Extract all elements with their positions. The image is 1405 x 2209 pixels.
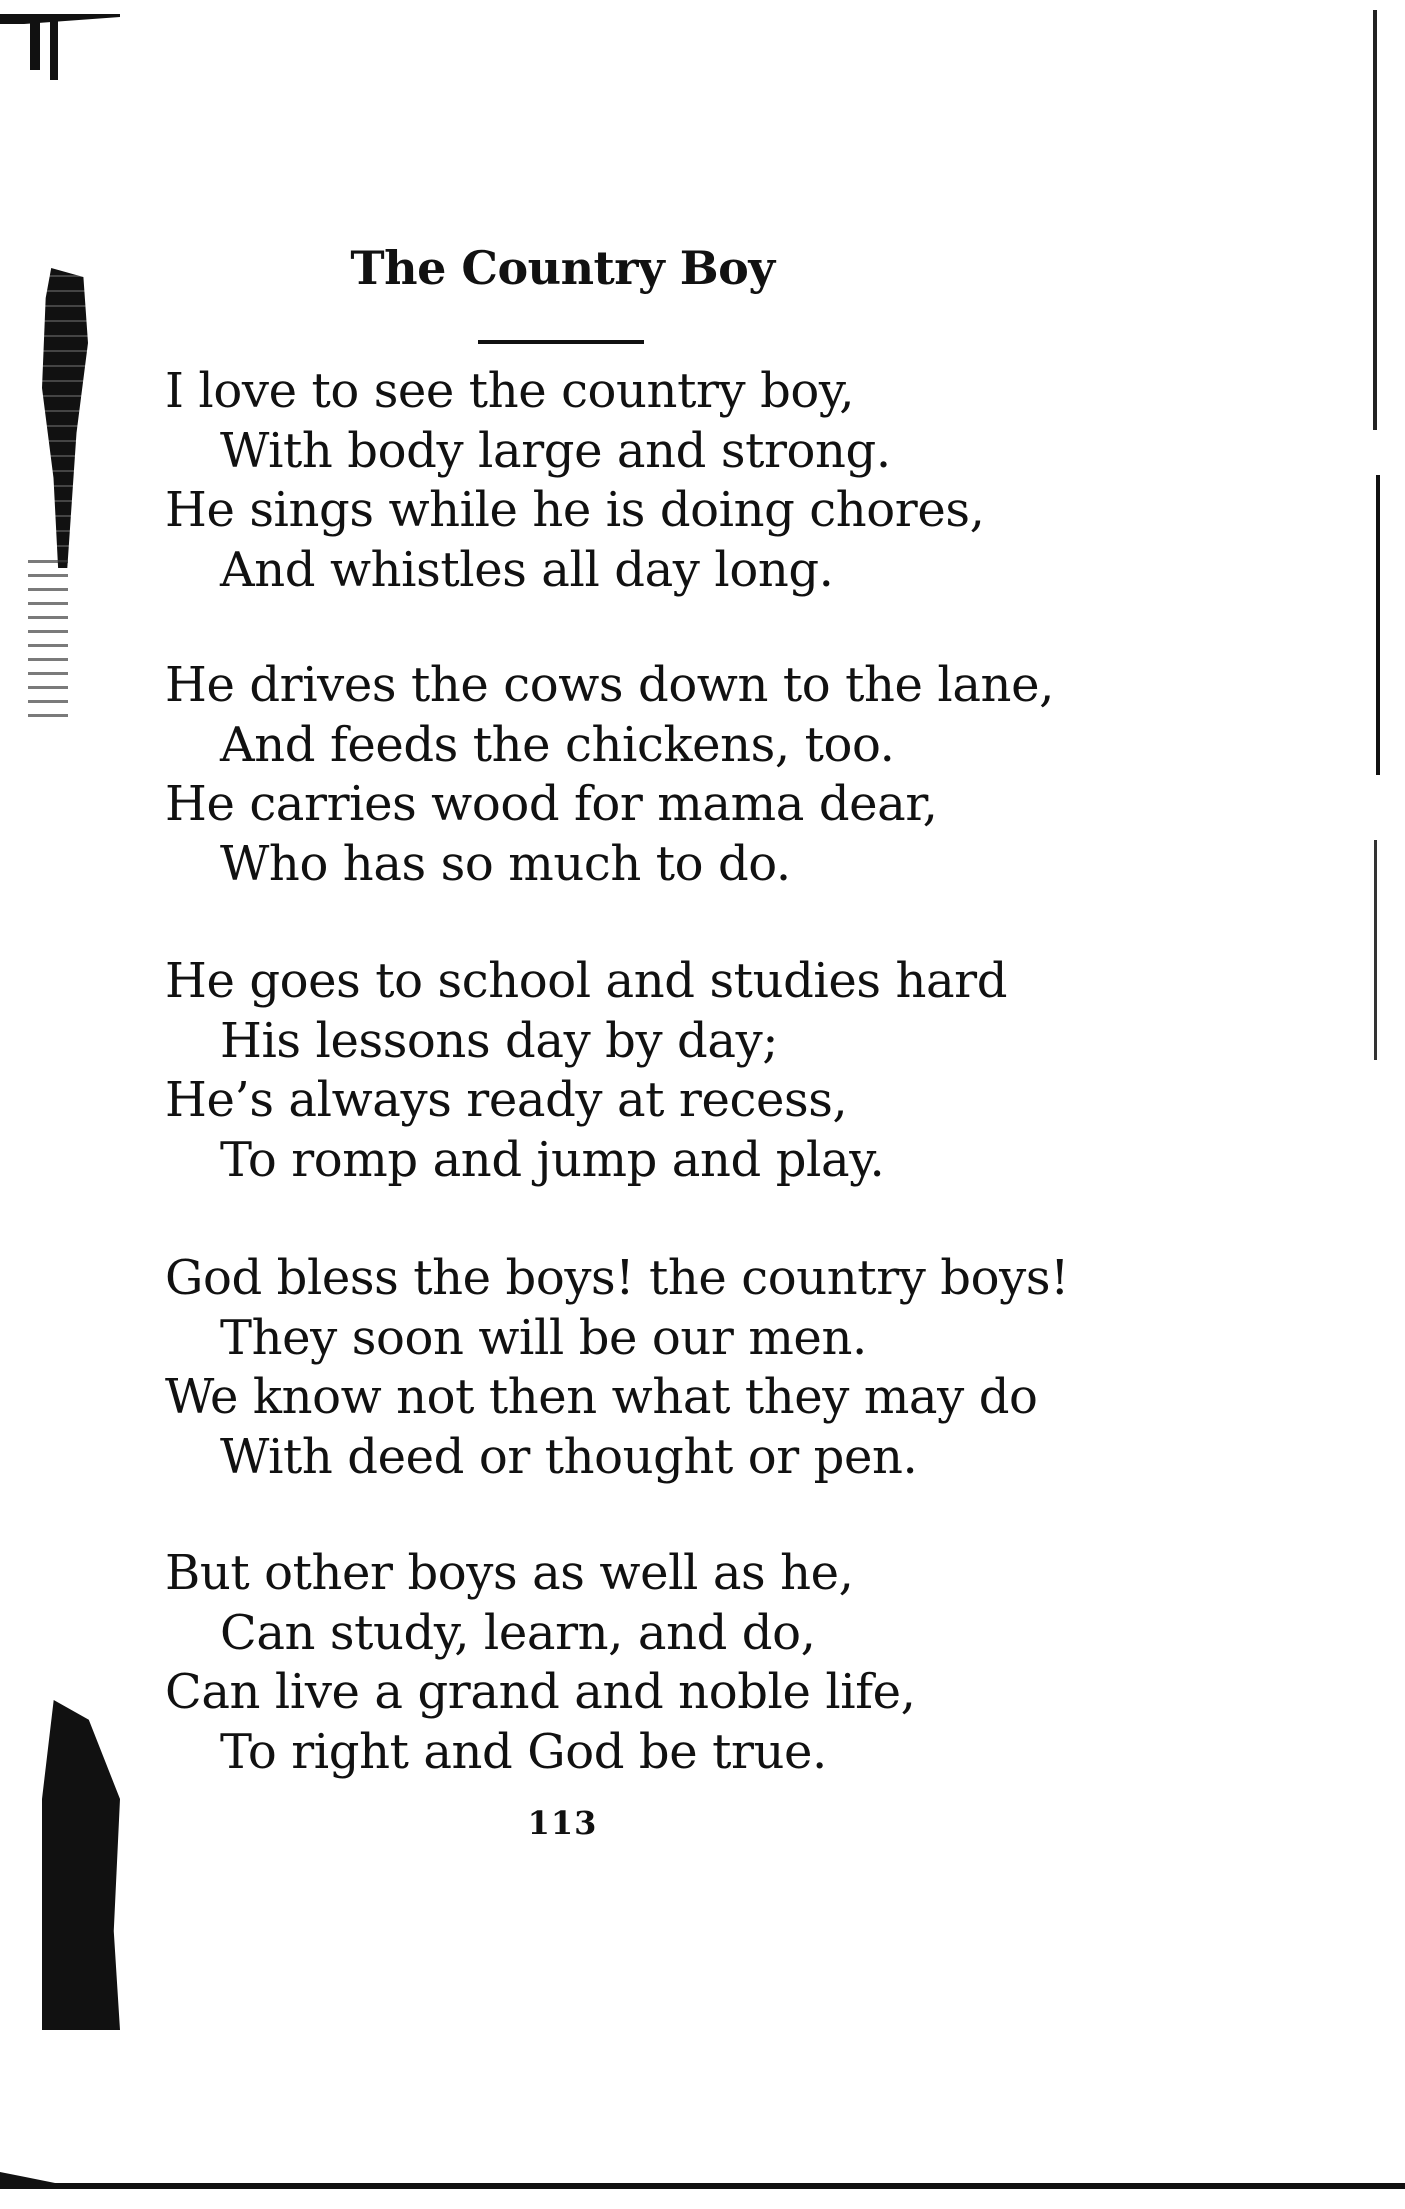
scan-right-edge-line (1374, 840, 1377, 1060)
poem-line: With deed or thought or pen. (220, 1428, 918, 1485)
poem-line: And feeds the chickens, too. (220, 716, 895, 773)
poem-line: They soon will be our men. (220, 1309, 867, 1366)
poem-line: His lessons day by day; (220, 1012, 779, 1069)
scan-binding-shadow-bottom (42, 1700, 120, 2030)
poem-line: We know not then what they may do (165, 1369, 1038, 1425)
poem-line: Who has so much to do. (220, 835, 791, 892)
poem-line: To romp and jump and play. (220, 1131, 885, 1188)
scan-right-edge-line (1376, 475, 1380, 775)
poem-line: With body large and strong. (220, 422, 891, 479)
poem-line: He sings while he is doing chores, (165, 482, 985, 538)
scan-corner-stub (30, 20, 40, 70)
poem-line: I love to see the country boy, (165, 363, 855, 419)
poem-line: God bless the boys! the country boys! (165, 1250, 1069, 1306)
poem-line: He goes to school and studies hard (165, 953, 1008, 1009)
poem-line: But other boys as well as he, (165, 1545, 854, 1601)
poem-title: The Country Boy (350, 241, 775, 295)
page-number: 113 (527, 1804, 598, 1842)
poem-line: He carries wood for mama dear, (165, 776, 938, 832)
scan-right-edge-line (1373, 10, 1377, 430)
poem-line: He’s always ready at recess, (165, 1072, 848, 1128)
poem-line: And whistles all day long. (220, 541, 834, 598)
poem-line: To right and God be true. (220, 1723, 827, 1780)
stanza (165, 656, 1065, 894)
poem-line: Can study, learn, and do, (220, 1604, 816, 1661)
stanza (165, 362, 1065, 600)
title-divider (478, 340, 644, 344)
stanza (165, 952, 1065, 1190)
scan-corner-stub (50, 20, 58, 80)
scan-bottom-rule (0, 2183, 1405, 2189)
poem-line: He drives the cows down to the lane, (165, 657, 1054, 713)
stanza (165, 1249, 1069, 1487)
stanza (165, 1544, 1065, 1782)
scan-binding-specks (28, 560, 68, 720)
scan-corner-mark (0, 14, 120, 24)
poem-line: Can live a grand and noble life, (165, 1664, 916, 1720)
scan-binding-shadow-top (42, 268, 88, 568)
